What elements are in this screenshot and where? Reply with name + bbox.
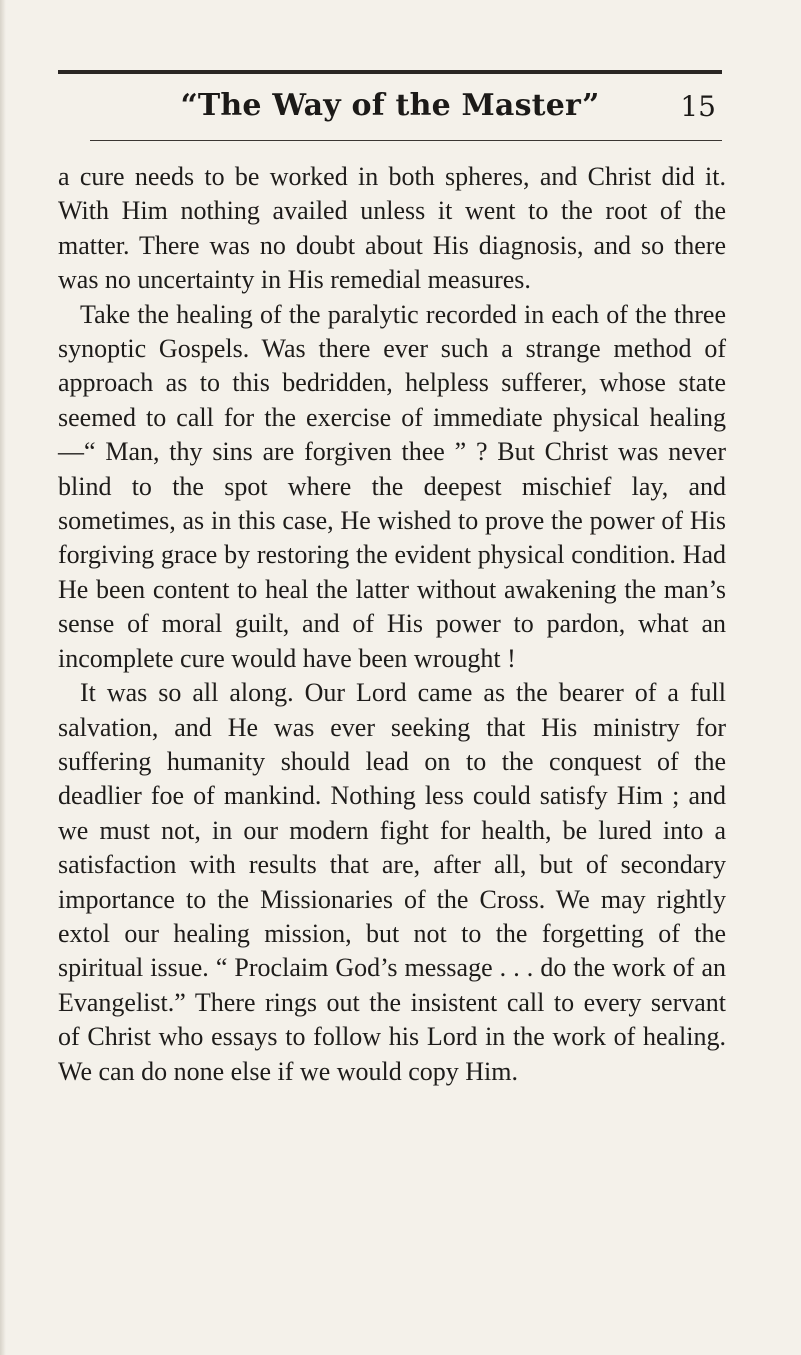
paragraph-2: Take the healing of the paralytic recorded in each of the three synoptic Gospels. Was there ever such a strange method of approach as to this bedridden, helpless sufferer, whose state seemed to call for the exercise of immediate physical healing—“ Man, thy sins are forgiven thee ” ? But Christ was never blind to the spot where the deepest mischief lay, and sometimes, as in this case, He wished to prove the power of His forgiving grace by restoring the evident physical condition. Had He been content to heal the latter without awakening the man’s sense of moral guilt, and of His power to pardon, what an incomplete cure would have been wrought ! <box>58 299 726 673</box>
running-title: “The Way of the Master” <box>180 88 600 123</box>
paragraph-1: a cure needs to be worked in both spheres, and Christ did it. With Him nothing availed unless it went to the root of the matter. There was no doubt about His diagnosis, and so there was no uncertainty in His remedial measures. <box>58 162 726 295</box>
top-rule <box>58 70 722 74</box>
page-number: 15 <box>680 90 716 123</box>
header-rule <box>90 140 722 141</box>
paragraph-3: It was so all along. Our Lord came as the bearer of a full salvation, and He was ever seeking that His ministry for suffering humanity should lead on to the conquest of the deadlier foe of mankind. Nothing less could satisfy Him ; and we must not, in our modern fight for health, be lured into a satisfaction with results that are, after all, but of secondary importance to the Missionaries of the Cross. We may rightly extol our healing mission, but not to the forgetting of the spiritual issue. “ Proclaim God’s message . . . do the work of an Evangelist.” There rings out the insistent call to every servant of Christ who essays to follow his Lord in the work of healing. We can do none else if we would copy Him. <box>58 678 726 1086</box>
body-text <box>58 160 726 1089</box>
page-edge-shadow <box>0 0 6 1355</box>
running-header <box>58 86 722 132</box>
